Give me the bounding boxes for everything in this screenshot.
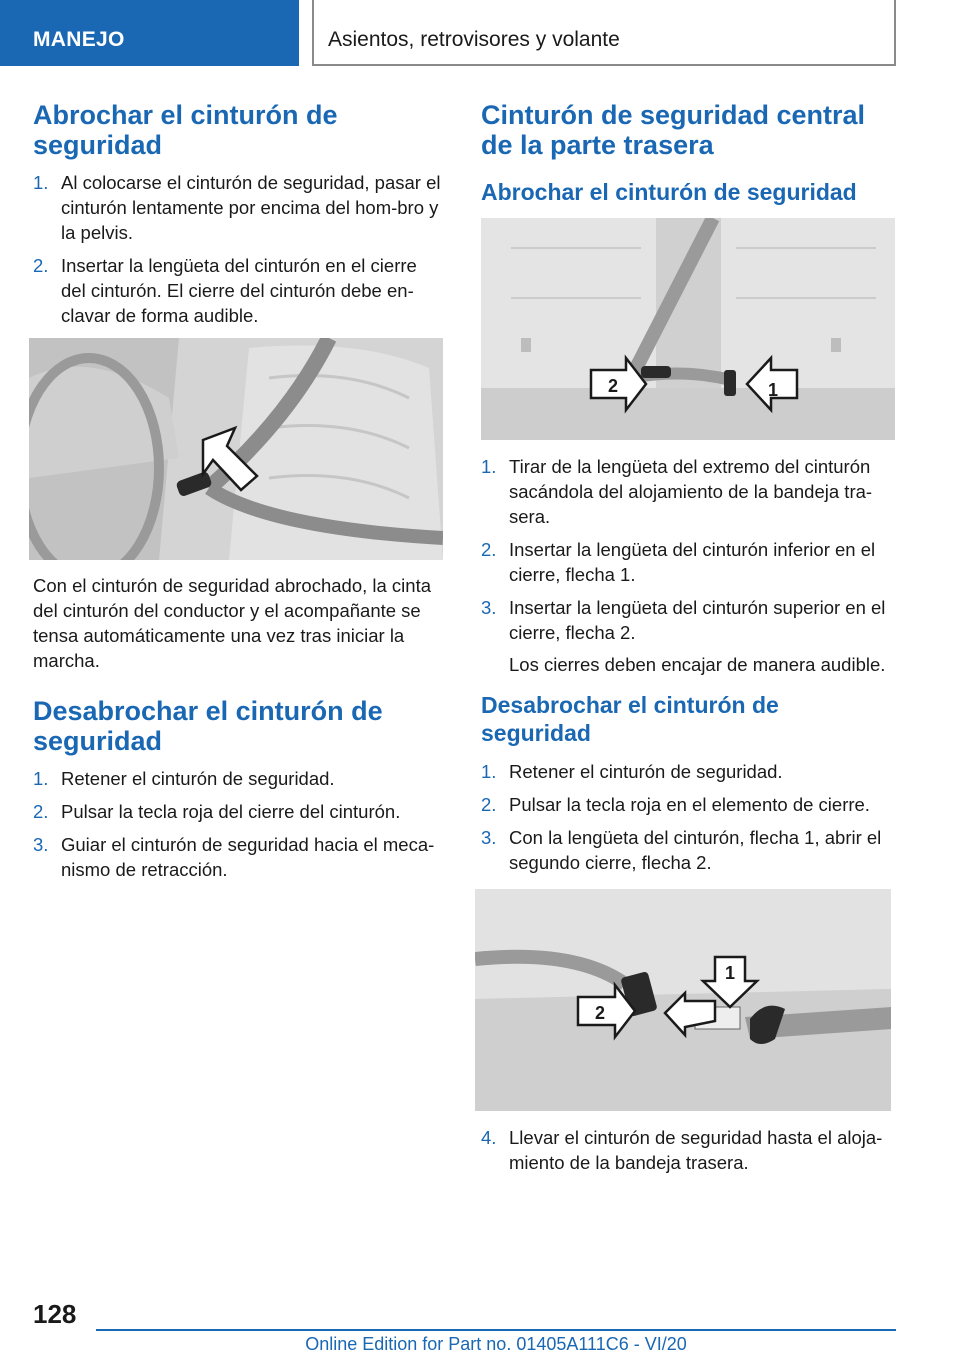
rear-final-steps-list — [481, 1125, 893, 1175]
section-title: MANEJO — [33, 28, 125, 51]
rear-seat-unfasten-image — [475, 889, 891, 1111]
step-text: Llevar el cinturón de seguridad hasta el aloja-miento de la bandeja trasera. — [509, 1127, 883, 1173]
chapter-header — [312, 0, 896, 66]
heading-rear-center-belt: Cinturón de seguridad central de la parte trasera — [481, 100, 866, 160]
front-seat-belt-image — [29, 338, 443, 560]
rear-fasten-steps-list — [481, 454, 893, 677]
heading-unfasten-belt: Desabrochar el cinturón de seguridad — [33, 696, 383, 756]
list-item — [481, 1125, 893, 1175]
list-item — [33, 766, 445, 791]
heading-fasten-belt: Abrochar el cinturón de seguridad — [33, 100, 338, 160]
step-text: Tirar de la lengüeta del extremo del cinturón sacándola del alojamiento de la bandeja tra-sera. — [509, 456, 873, 527]
step-text: Pulsar la tecla roja en el elemento de cierre. — [509, 794, 870, 815]
list-item — [33, 170, 445, 245]
arrow-label-2: 2 — [594, 1003, 606, 1023]
section-tab — [0, 0, 299, 66]
step-text: Retener el cinturón de seguridad. — [509, 761, 783, 782]
right-column — [481, 100, 893, 1183]
step-number: 2. — [481, 539, 497, 560]
list-item — [33, 799, 445, 824]
footer-divider — [96, 1329, 896, 1331]
subheading-fasten-belt: Abrochar el cinturón de seguridad — [481, 179, 857, 205]
step-text: Al colocarse el cinturón de seguridad, pasar el cinturón lentamente por encima del hom-bro y la pelvis. — [61, 172, 441, 243]
page-number: 128 — [33, 1299, 77, 1329]
step-text: Insertar la lengüeta del cinturón superior en el cierre, flecha 2. — [509, 597, 886, 643]
arrow-label-1: 1 — [724, 963, 736, 983]
step-text: Retener el cinturón de seguridad. — [61, 768, 335, 789]
step-number: 3. — [481, 827, 497, 848]
list-item — [481, 595, 893, 677]
step-number: 1. — [481, 761, 497, 782]
rear-seat-fasten-image — [481, 218, 895, 440]
step-text: Pulsar la tecla roja del cierre del cinturón. — [61, 801, 401, 822]
chapter-title: Asientos, retrovisores y volante — [328, 28, 620, 51]
step-number: 3. — [33, 834, 49, 855]
step-number: 2. — [33, 801, 49, 822]
step-number: 4. — [481, 1127, 497, 1148]
unfasten-steps-list — [33, 766, 445, 882]
step-number: 1. — [481, 456, 497, 477]
step-text: Insertar la lengüeta del cinturón en el cierre del cinturón. El cierre del cinturón debe en-clavar de forma audible. — [61, 255, 417, 326]
list-item — [481, 825, 893, 875]
arrow-label-2: 2 — [607, 376, 619, 396]
step-number: 1. — [33, 768, 49, 789]
list-item — [481, 792, 893, 817]
edition-note: Online Edition for Part no. 01405A111C6 - VI/20 — [305, 1334, 687, 1354]
step-text: Guiar el cinturón de seguridad hacia el meca-nismo de retracción. — [61, 834, 435, 880]
tension-description: Con el cinturón de seguridad abrochado, la cinta del cinturón del conductor y el acompañante se tensa automáticamente una vez tras iniciar la marcha. — [33, 575, 432, 671]
step-text: Insertar la lengüeta del cinturón inferior en el cierre, flecha 1. — [509, 539, 876, 585]
list-item — [481, 454, 893, 529]
step-text: Con la lengüeta del cinturón, flecha 1, abrir el segundo cierre, flecha 2. — [509, 827, 882, 873]
list-item — [33, 253, 445, 328]
list-item — [33, 832, 445, 882]
step-number: 2. — [33, 255, 49, 276]
step-number: 1. — [33, 172, 49, 193]
step-number: 3. — [481, 597, 497, 618]
left-column — [33, 100, 445, 890]
arrow-label-1: 1 — [767, 380, 779, 400]
rear-unfasten-steps-list — [481, 759, 893, 875]
step-number: 2. — [481, 794, 497, 815]
fasten-steps-list — [33, 170, 445, 328]
subheading-unfasten-belt: Desabrochar el cinturón de seguridad — [481, 692, 779, 746]
step-note: Los cierres deben encajar de manera audible. — [509, 654, 886, 675]
list-item — [481, 537, 893, 587]
list-item — [481, 759, 893, 784]
